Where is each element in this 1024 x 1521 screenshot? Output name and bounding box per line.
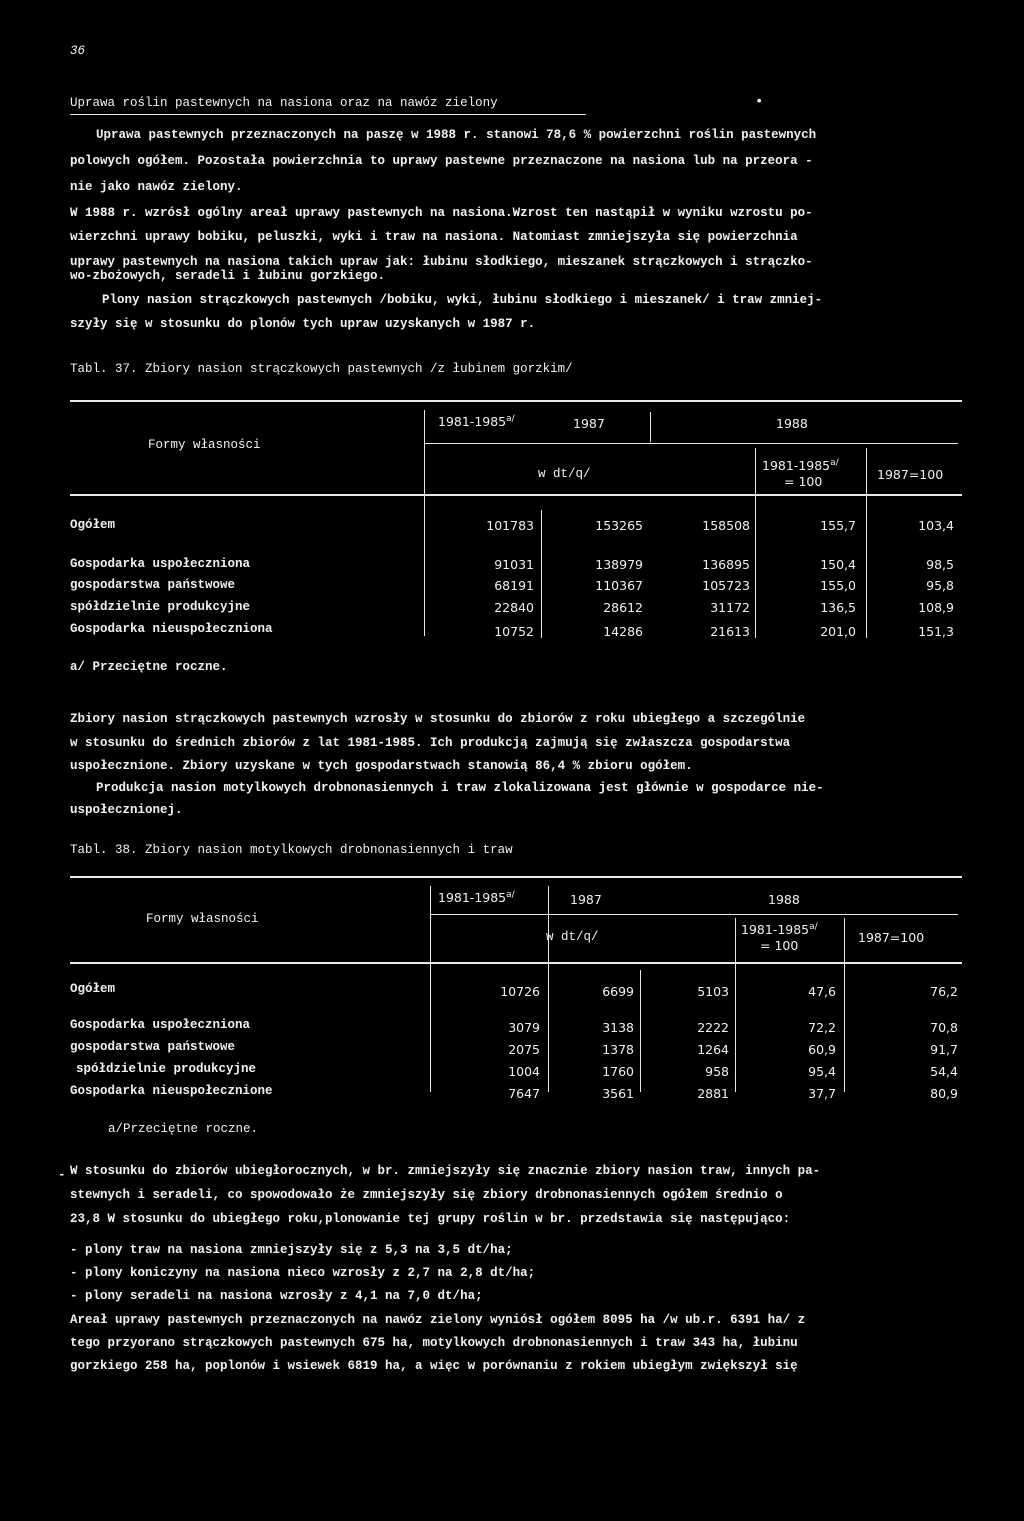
intro-line: uprawy pastewnych na nasiona takich upraw jak: łubinu słodkiego, mieszanek strączkowych i strączko-: [70, 255, 813, 269]
intro-line: polowych ogółem. Pozostała powierzchnia to uprawy pastewne przeznaczone na nasiona lub na przeora -: [70, 154, 813, 168]
table38-col-divider: [844, 918, 845, 1092]
table38-cell: 2222: [697, 1020, 729, 1035]
table38-caption: Tabl. 38. Zbiory nasion motylkowych drobnonasiennych i traw: [70, 843, 513, 857]
table37-cell: 14286: [603, 624, 643, 639]
table37-unit: w dt/q/: [538, 467, 591, 481]
section-title: Uprawa roślin pastewnych na nasiona oraz na nawóz zielony: [70, 96, 498, 110]
table38-col-divider: [430, 886, 431, 1092]
bottom-line: stewnych i seradeli, co spowodowało że zmniejszyły się zbiory drobnonasiennych ogółem średnio o: [70, 1188, 783, 1202]
bottom-line: tego przyorano strączkowych pastewnych 675 ha, motylkowych drobnonasiennych i traw 343 ha, łubinu: [70, 1336, 798, 1350]
table37-top-rule: [70, 400, 962, 402]
table38-col-divider: [548, 886, 549, 1092]
table38-cell: 70,8: [930, 1020, 958, 1035]
table37-cell: 136895: [702, 557, 750, 572]
table38-idx-1987: 1987=100: [858, 930, 925, 945]
intro-line: szyły się w stosunku do plonów tych upraw uzyskanych w 1987 r.: [70, 317, 536, 331]
table37-cell: 155,0: [820, 578, 856, 593]
table38-cell: 3138: [602, 1020, 634, 1035]
table38-cell: 72,2: [808, 1020, 836, 1035]
bottom-line: - plony koniczyny na nasiona nieco wzrosły z 2,7 na 2,8 dt/ha;: [70, 1266, 536, 1280]
table37-idx-1987: 1987=100: [877, 467, 944, 482]
table37-row-header: Formy własności: [148, 438, 261, 452]
intro-line: wierzchni uprawy bobiku, peluszki, wyki i traw na nasiona. Natomiast zmniejszyła się powierzchnia: [70, 230, 798, 244]
intro-line: W 1988 r. wzrósł ogólny areał uprawy pastewnych na nasiona.Wzrost ten nastąpił w wyniku wzrostu po-: [70, 206, 813, 220]
table38-row-label: Ogółem: [70, 982, 116, 996]
table38-idx-top: $1981-1985^{a/}$: [741, 922, 818, 938]
table37-col-divider: [866, 448, 867, 638]
table37-row-label: Gospodarka nieuspołeczniona: [70, 622, 273, 636]
table38-cell: 958: [705, 1064, 729, 1079]
bottom-line: W stosunku do zbiorów ubiegłorocznych, w br. zmniejszyły się znacznie zbiory nasion traw, innych pa-: [70, 1164, 821, 1178]
table37-cell: 153265: [595, 518, 643, 533]
table37-row-label: Gospodarka uspołeczniona: [70, 557, 251, 571]
table38-cell: 60,9: [808, 1042, 836, 1057]
table37-cell: 155,7: [820, 518, 856, 533]
table38-row-label: Gospodarka uspołeczniona: [70, 1018, 251, 1032]
table37-cell: 105723: [702, 578, 750, 593]
middle-line: Produkcja nasion motylkowych drobnonasiennych i traw zlokalizowana jest głównie w gospodarce nie-: [96, 781, 824, 795]
bullet-mark: •: [755, 94, 764, 110]
table37-cell: 22840: [494, 600, 534, 615]
table38-cell: 80,9: [930, 1086, 958, 1101]
table38-col-divider: [735, 918, 736, 1092]
table37-cell: 98,5: [926, 557, 954, 572]
table37-col-divider: [755, 448, 756, 638]
table38-idx-bottom: = 100: [760, 938, 799, 953]
table38-header-bottom-rule: [70, 962, 962, 964]
table37-cell: 21613: [710, 624, 750, 639]
table38-cell: 5103: [697, 984, 729, 999]
table38-col-avg: $1981-1985^{a/}$: [438, 890, 515, 906]
table37-cell: 108,9: [918, 600, 954, 615]
table38-cell: 37,7: [808, 1086, 836, 1101]
table37-col-1988: 1988: [776, 416, 808, 431]
table37-idx-bottom: = 100: [784, 474, 823, 489]
table38-cell: 3561: [602, 1086, 634, 1101]
table38-cell: 2881: [697, 1086, 729, 1101]
middle-line: uspołecznione. Zbiory uzyskane w tych gospodarstwach stanowią 86,4 % zbioru ogółem.: [70, 759, 693, 773]
middle-line: Zbiory nasion strączkowych pastewnych wzrosły w stosunku do zbiorów z roku ubiegłego a szczególnie: [70, 712, 806, 726]
table37-row-label: spółdzielnie produkcyjne: [70, 600, 251, 614]
table37-cell: 110367: [595, 578, 643, 593]
table38-cell: 95,4: [808, 1064, 836, 1079]
table38-footnote: a/Przeciętne roczne.: [108, 1122, 259, 1136]
table37-col-avg: $1981-1985^{a/}$: [438, 414, 515, 430]
table37-cell: 91031: [494, 557, 534, 572]
table37-cell: 138979: [595, 557, 643, 572]
table38-cell: 1264: [697, 1042, 729, 1057]
table38-col-divider: [640, 970, 641, 1092]
intro-line: Plony nasion strączkowych pastewnych /bobiku, wyki, łubinu słodkiego i mieszanek/ i traw zmniej-: [102, 293, 823, 307]
table38-cell: 91,7: [930, 1042, 958, 1057]
table38-row-label: spółdzielnie produkcyjne: [76, 1062, 257, 1076]
table37-cell: 151,3: [918, 624, 954, 639]
table37-cell: 28612: [603, 600, 643, 615]
table38-cell: 10726: [500, 984, 540, 999]
table37-cell: 101783: [486, 518, 534, 533]
table38-cell: 47,6: [808, 984, 836, 999]
table38-row-label: Gospodarka nieuspołecznione: [70, 1084, 273, 1098]
table38-col-1988: 1988: [768, 892, 800, 907]
table37-col-divider: [650, 412, 651, 442]
table38-row-label: gospodarstwa państwowe: [70, 1040, 236, 1054]
table37-row-label: gospodarstwa państwowe: [70, 578, 236, 592]
bottom-line: gorzkiego 258 ha, poplonów i wsiewek 6819 ha, a więc w porównaniu z rokiem ubiegłym zwiększył się: [70, 1359, 798, 1373]
table38-cell: 6699: [602, 984, 634, 999]
table37-cell: 158508: [702, 518, 750, 533]
table37-idx-top: $1981-1985^{a/}$: [762, 458, 839, 474]
table38-top-rule: [70, 876, 962, 878]
table37-cell: 31172: [710, 600, 750, 615]
intro-line: Uprawa pastewnych przeznaczonych na paszę w 1988 r. stanowi 78,6 % powierzchni roślin pastewnych: [96, 128, 817, 142]
table37-caption: Tabl. 37. Zbiory nasion strączkowych pastewnych /z łubinem gorzkim/: [70, 362, 573, 376]
table37-cell: 103,4: [918, 518, 954, 533]
table37-cell: 68191: [494, 578, 534, 593]
table37-header-rule: [424, 443, 958, 444]
table38-cell: 1378: [602, 1042, 634, 1057]
table38-cell: 1760: [602, 1064, 634, 1079]
table37-cell: 201,0: [820, 624, 856, 639]
table38-col-1987: 1987: [570, 892, 602, 907]
table37-cell: 95,8: [926, 578, 954, 593]
table38-cell: 7647: [508, 1086, 540, 1101]
table37-row-label: Ogółem: [70, 518, 116, 532]
intro-line: nie jako nawóz zielony.: [70, 180, 243, 194]
table37-col-divider: [541, 510, 542, 638]
bottom-line: 23,8 W stosunku do ubiegłego roku,plonowanie tej grupy roślin w br. przedstawia się następująco:: [70, 1212, 791, 1226]
table37-header-bottom-rule: [70, 494, 962, 496]
table38-cell: 2075: [508, 1042, 540, 1057]
title-underline: [70, 114, 586, 115]
table38-cell: 54,4: [930, 1064, 958, 1079]
middle-line: w stosunku do średnich zbiorów z lat 1981-1985. Ich produkcją zajmują się zwłaszcza gospodarstwa: [70, 736, 791, 750]
table38-cell: 1004: [508, 1064, 540, 1079]
bottom-dash: -: [58, 1168, 66, 1182]
table38-unit: w dt/q/: [546, 930, 599, 944]
table37-footnote: a/ Przeciętne roczne.: [70, 660, 228, 674]
intro-line: wo-zbożowych, seradeli i łubinu gorzkiego.: [70, 269, 386, 283]
table38-cell: 76,2: [930, 984, 958, 999]
middle-line: uspołecznionej.: [70, 803, 183, 817]
bottom-line: Areał uprawy pastewnych przeznaczonych na nawóz zielony wyniósł ogółem 8095 ha /w ub.r. 6391 ha/ z: [70, 1313, 806, 1327]
table38-cell: 3079: [508, 1020, 540, 1035]
table37-cell: 150,4: [820, 557, 856, 572]
table37-cell: 10752: [494, 624, 534, 639]
bottom-line: - plony seradeli na nasiona wzrosły z 4,1 na 7,0 dt/ha;: [70, 1289, 483, 1303]
table38-row-header: Formy własności: [146, 912, 259, 926]
table38-header-rule: [430, 914, 958, 915]
page-number: 36: [70, 44, 86, 58]
table37-cell: 136,5: [820, 600, 856, 615]
bottom-line: - plony traw na nasiona zmniejszyły się z 5,3 na 3,5 dt/ha;: [70, 1243, 513, 1257]
table37-col-1987: 1987: [573, 416, 605, 431]
